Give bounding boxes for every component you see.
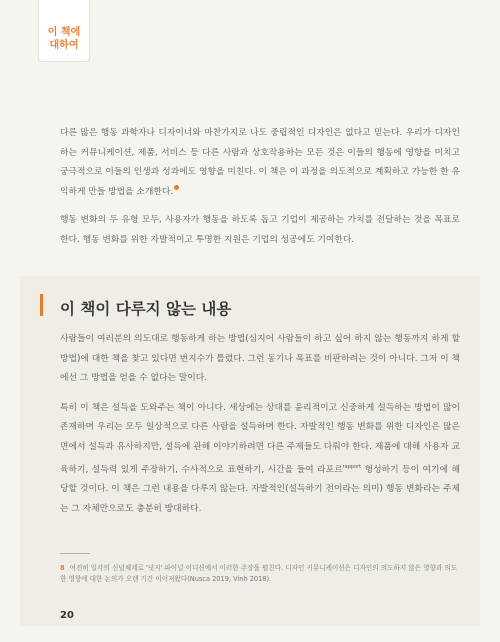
intro-paragraph-2: 행동 변화의 두 유형 모두, 사용자가 행동을 하도록 돕고 기업이 제공하는 가치를 전달하는 것을 목표로 한다. 행동 변화를 위한 자발적이고 투명한 지원은 기업의 성공에도 기여한다. (60, 215, 460, 245)
page-number: 20 (60, 610, 74, 621)
body-paragraph-1: 사람들이 여러분의 의도대로 행동하게 하는 방법(심지어 사람들이 하고 싶어 하지 않는 행동까지 하게 할 방법)에 대한 책을 찾고 있다면 번지수가 틀렸다. 그런 동기나 목표를 비판하려는 것이 아니다. 그저 이 책에선 그 방법을 얻을 수 없다는 말이다. (60, 334, 460, 384)
section-title: 이 책이 다루지 않는 내용 (60, 297, 231, 319)
section-body (60, 330, 460, 529)
footnote-text: 여전히 일각의 신념체계로 '넛지' 파이널 어디션에서 이러한 주장을 펼친다. 디자인 커뮤니케이션은 디자인의 의도하지 않은 영향과 의도한 영향에 대한 논의가 오랜 기간 이어져왔다(Nusca 2019, Vinh 2018). (60, 564, 458, 583)
body-paragraph-2-part2: 형성하기 등이 여기에 해당할 것이다. 이 책은 그런 내용을 다루지 않는다. 자발적인(설득하기 전이라는 의미) 행동 변화라는 주제는 그 자체만으로도 충분히 방대하다. (60, 464, 460, 514)
chapter-tab-line1: 이 책에 (47, 27, 81, 38)
footnote-marker-icon (174, 185, 179, 190)
chapter-tab (38, 0, 90, 62)
rapport-superscript: rapport (342, 463, 362, 470)
intro-text (60, 124, 460, 260)
intro-paragraph-1-text: 다른 많은 행동 과학자나 디자이너와 마찬가지로 나도 중립적인 디자인은 없다고 믿는다. 우리가 디자인하는 커뮤니케이션, 제품, 서비스 등 다른 사람과 상호작용하는 모든 것은 이들의 행동에 영향을 미치고 궁극적으로 이들의 인생과 성과에도 영향을 미친다. 이 책은 이 과정을 의도적으로 계획하고 가능한 한 유익하게 만들 방법을 소개한다. (60, 128, 460, 197)
body-paragraph-2 (60, 399, 460, 519)
chapter-tab-line2: 대하여 (49, 40, 79, 51)
footnote-divider (60, 553, 90, 554)
footnote-number: 8 (60, 564, 65, 572)
intro-paragraph-1 (60, 124, 460, 202)
footnote (60, 563, 460, 585)
body-paragraph-2-part1: 특히 이 책은 설득을 도와주는 책이 아니다. 세상에는 상대를 윤리적이고 신중하게 설득하는 방법이 많이 존재하며 우리는 모두 일상적으로 다른 사람을 설득하며 한다. 자발적인 행동 변화를 위한 디자인은 많은 면에서 설득과 유사하지만, 설득에 관해 이야기하려면 다른 주제들도 다뤄야 한다. 제품에 대해 사용자 교육하기, 설득력 있게 주장하기, 수사적으로 표현하기, 시간을 들여 라포르 (60, 402, 460, 475)
